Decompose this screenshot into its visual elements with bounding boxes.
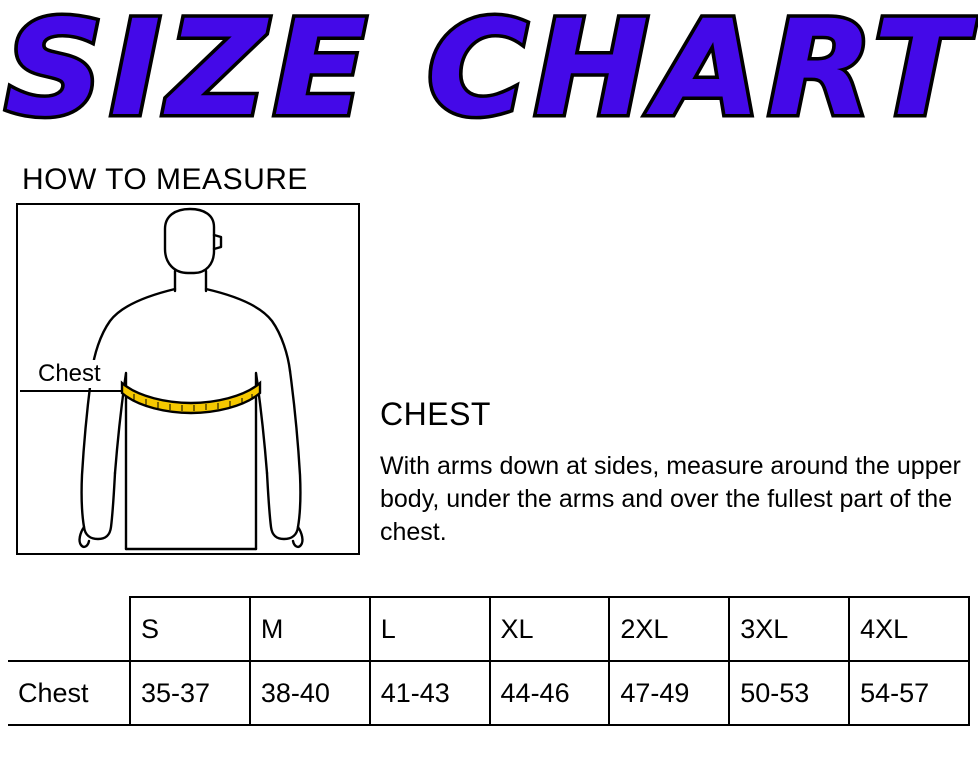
cell-chest-2xl: 47-49 bbox=[609, 661, 729, 725]
cell-chest-l: 41-43 bbox=[370, 661, 490, 725]
table-header-4xl: 4XL bbox=[849, 597, 969, 661]
cell-chest-3xl: 50-53 bbox=[729, 661, 849, 725]
table-header-s: S bbox=[130, 597, 250, 661]
cell-chest-s: 35-37 bbox=[130, 661, 250, 725]
table-corner-cell bbox=[8, 597, 130, 661]
row-label-chest: Chest bbox=[8, 661, 130, 725]
cell-chest-m: 38-40 bbox=[250, 661, 370, 725]
table-header-3xl: 3XL bbox=[729, 597, 849, 661]
table-header-row bbox=[8, 597, 969, 661]
cell-chest-4xl: 54-57 bbox=[849, 661, 969, 725]
how-to-measure-heading: HOW TO MEASURE bbox=[22, 163, 308, 196]
cell-chest-xl: 44-46 bbox=[490, 661, 610, 725]
page-title: SIZE CHART bbox=[4, 0, 974, 146]
instruction-body: With arms down at sides, measure around the upper body, under the arms and over the fullest part of the chest. bbox=[380, 452, 961, 546]
size-chart-table bbox=[8, 596, 970, 726]
table-header-2xl: 2XL bbox=[609, 597, 729, 661]
table-header-m: M bbox=[250, 597, 370, 661]
table-row bbox=[8, 661, 969, 725]
tape-measure-icon bbox=[122, 383, 260, 413]
table-header-l: L bbox=[370, 597, 490, 661]
instruction-heading: CHEST bbox=[380, 396, 491, 432]
title-banner bbox=[0, 0, 978, 144]
table-header-xl: XL bbox=[490, 597, 610, 661]
chest-callout-label: Chest bbox=[38, 360, 101, 387]
